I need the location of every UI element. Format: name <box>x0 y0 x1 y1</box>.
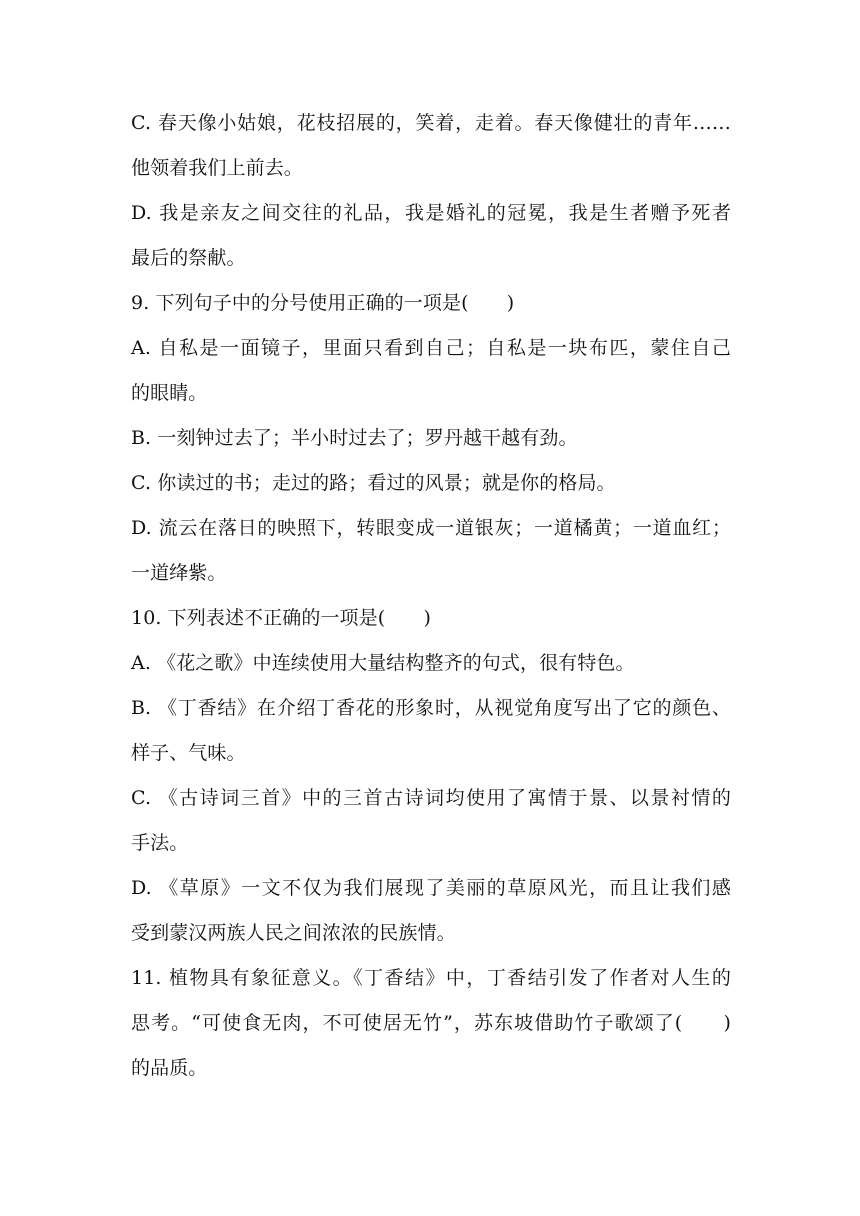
option-9a-line-1: A. 自私是一面镜子，里面只看到自己；自私是一块布匹，蒙住自己 <box>131 337 731 359</box>
option-8d-line-2: 最后的祭献。 <box>131 247 246 269</box>
option-8c-line-2: 他领着我们上前去。 <box>131 157 303 179</box>
option-10c-line-1: C. 《古诗词三首》中的三首古诗词均使用了寓情于景、以景衬情的 <box>131 787 731 809</box>
question-9-stem: 9. 下列句子中的分号使用正确的一项是( ) <box>131 292 515 314</box>
question-10-stem: 10. 下列表述不正确的一项是( ) <box>131 607 431 629</box>
question-11-stem-line-2: 思考。“可使食无肉，不可使居无竹”，苏东坡借助竹子歌颂了( ) <box>131 1012 731 1034</box>
document-page <box>131 110 731 1082</box>
question-11-stem-line-3: 的品质。 <box>131 1057 208 1079</box>
option-8c-line-1: C. 春天像小姑娘，花枝招展的，笑着，走着。春天像健壮的青年…… <box>131 112 731 134</box>
option-9c: C. 你读过的书；走过的路；看过的风景；就是你的格局。 <box>131 472 616 494</box>
option-9d-line-1: D. 流云在落日的映照下，转眼变成一道银灰；一道橘黄；一道血红； <box>131 517 731 539</box>
option-10a: A. 《花之歌》中连续使用大量结构整齐的句式，很有特色。 <box>131 652 635 674</box>
option-10c-line-2: 手法。 <box>131 832 189 854</box>
option-8d-line-1: D. 我是亲友之间交往的礼品，我是婚礼的冠冕，我是生者赠予死者 <box>131 202 731 224</box>
question-11-stem-line-1: 11. 植物具有象征意义。《丁香结》中，丁香结引发了作者对人生的 <box>131 967 731 989</box>
option-10b-line-1: B. 《丁香结》在介绍丁香花的形象时，从视觉角度写出了它的颜色、 <box>131 697 731 719</box>
option-9d-line-2: 一道绛紫。 <box>131 562 227 584</box>
option-10d-line-1: D. 《草原》一文不仅为我们展现了美丽的草原风光，而且让我们感 <box>131 877 731 899</box>
option-10d-line-2: 受到蒙汉两族人民之间浓浓的民族情。 <box>131 922 456 944</box>
option-10b-line-2: 样子、气味。 <box>131 742 246 764</box>
option-9b: B. 一刻钟过去了；半小时过去了；罗丹越干越有劲。 <box>131 427 578 449</box>
option-9a-line-2: 的眼睛。 <box>131 382 208 404</box>
